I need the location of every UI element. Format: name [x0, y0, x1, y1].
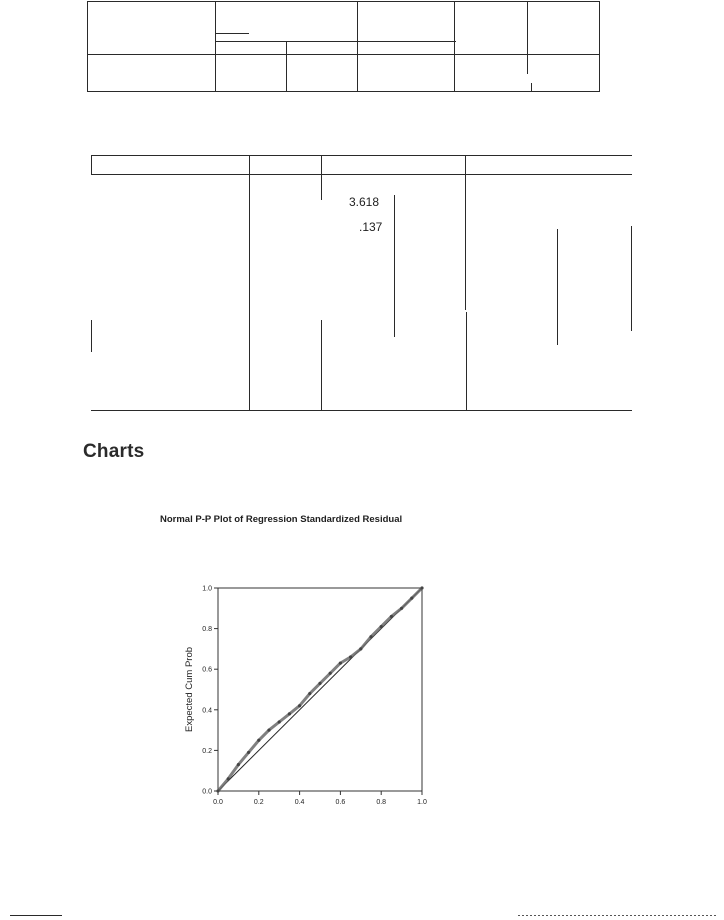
y-tick-label: 0.0	[202, 788, 212, 796]
table-middle-rule	[466, 312, 467, 411]
table-middle-rule	[91, 155, 92, 175]
table-top-rule	[87, 1, 88, 92]
data-point	[400, 607, 403, 610]
table-middle-rule	[91, 174, 632, 175]
x-tick-label: 0.2	[253, 799, 264, 806]
table-top-rule	[357, 1, 358, 92]
y-tick-label: 0.4	[202, 707, 212, 715]
data-point	[308, 692, 311, 695]
table-middle-rule	[321, 155, 322, 200]
data-point	[318, 682, 321, 685]
table-top-rule	[87, 91, 600, 92]
footer-rule	[10, 915, 62, 916]
data-point	[369, 635, 372, 638]
table-top-rule	[87, 1, 600, 2]
y-tick-label: 0.8	[202, 626, 212, 634]
data-point	[278, 720, 281, 723]
table-top-rule	[87, 54, 600, 55]
table-top-rule	[216, 33, 249, 34]
data-point	[267, 729, 270, 732]
data-point	[216, 789, 219, 792]
table-top-rule	[599, 1, 600, 92]
table-middle-rule	[91, 410, 632, 411]
table-top-rule	[454, 1, 455, 92]
table-middle-rule	[465, 155, 466, 310]
data-point	[339, 662, 342, 665]
table-cell-value: .137	[359, 220, 383, 234]
data-point	[410, 597, 413, 600]
x-tick-label: 0.4	[294, 799, 305, 806]
table-middle-rule	[321, 320, 322, 411]
table-top-rule	[531, 83, 532, 91]
data-point	[359, 647, 362, 650]
data-point	[420, 586, 423, 589]
x-tick-label: 0.8	[376, 799, 387, 806]
data-point	[227, 777, 230, 780]
table-top-rule	[215, 1, 216, 92]
y-axis-label: Expected Cum Prob	[184, 646, 195, 733]
x-tick-label: 1.0	[417, 799, 427, 806]
data-point	[349, 655, 352, 658]
table-top-rule	[286, 41, 287, 92]
pp-plot-chart	[170, 578, 440, 818]
table-middle-rule	[91, 320, 92, 352]
data-point	[390, 615, 393, 618]
table-cell-value: 3.618	[349, 195, 380, 209]
y-tick-label: 1.0	[202, 585, 212, 593]
table-top-rule	[527, 1, 528, 74]
chart-title: Normal P-P Plot of Regression Standardized Residual	[160, 514, 403, 525]
y-tick-label: 0.2	[202, 747, 212, 755]
data-point	[329, 672, 332, 675]
x-tick-label: 0.6	[335, 799, 346, 806]
data-point	[298, 704, 301, 707]
data-point	[288, 712, 291, 715]
footer-dotted-rule	[518, 915, 718, 916]
data-point	[237, 763, 240, 766]
table-middle-rule	[91, 155, 632, 156]
table-middle-rule	[557, 229, 558, 345]
data-point	[380, 625, 383, 628]
table-middle-rule	[394, 195, 395, 337]
table-top-rule	[216, 41, 456, 42]
x-tick-label: 0.0	[213, 799, 223, 806]
charts-heading: Charts	[83, 441, 145, 462]
y-tick-label: 0.6	[202, 666, 212, 674]
table-middle-rule	[631, 226, 632, 331]
data-point	[247, 751, 250, 754]
data-point	[257, 739, 260, 742]
table-middle-rule	[249, 155, 250, 411]
